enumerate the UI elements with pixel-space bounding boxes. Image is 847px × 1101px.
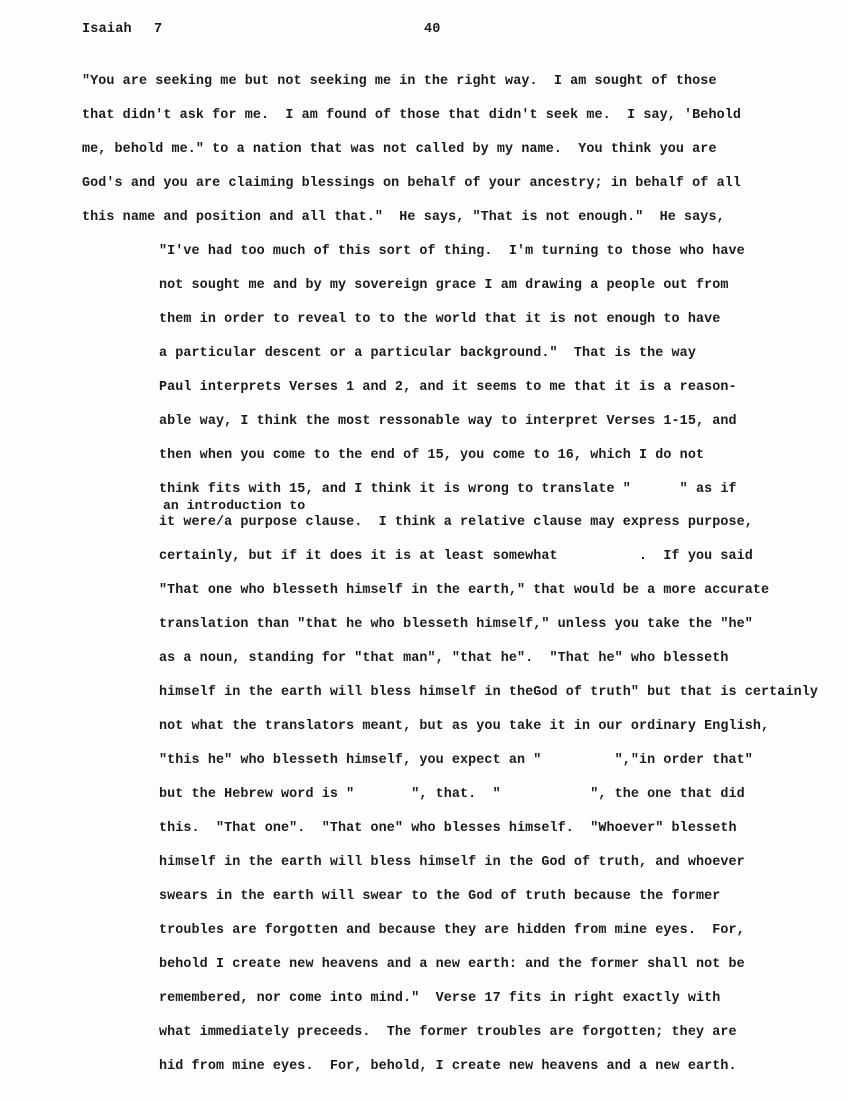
text-line: translation than "that he who blesseth himself," unless you take the "he" bbox=[159, 617, 753, 632]
page-number: 40 bbox=[424, 22, 441, 37]
text-line: remembered, nor come into mind." Verse 17 fits in right exactly with bbox=[159, 991, 721, 1006]
text-line: himself in the earth will bless himself in theGod of truth" but that is certainly bbox=[159, 685, 818, 700]
book-title: Isaiah bbox=[82, 22, 132, 37]
text-line: them in order to reveal to to the world that it is not enough to have bbox=[159, 312, 721, 327]
text-line: that didn't ask for me. I am found of those that didn't seek me. I say, 'Behold bbox=[82, 108, 741, 123]
interlinear-insertion: an introduction to bbox=[163, 498, 306, 513]
text-line: swears in the earth will swear to the God of truth because the former bbox=[159, 889, 721, 904]
text-line: what immediately preceeds. The former troubles are forgotten; they are bbox=[159, 1025, 737, 1040]
text-line: a particular descent or a particular background." That is the way bbox=[159, 346, 696, 361]
text-line: this name and position and all that." He says, "That is not enough." He says, bbox=[82, 210, 725, 225]
text-line: "I've had too much of this sort of thing. I'm turning to those who have bbox=[159, 244, 745, 259]
chapter-number: 7 bbox=[154, 22, 163, 37]
text-line: think fits with 15, and I think it is wrong to translate " " as if bbox=[159, 482, 737, 497]
text-line: behold I create new heavens and a new earth: and the former shall not be bbox=[159, 957, 745, 972]
text-line: me, behold me." to a nation that was not called by my name. You think you are bbox=[82, 142, 717, 157]
text-line: hid from mine eyes. For, behold, I create new heavens and a new earth. bbox=[159, 1059, 737, 1074]
text-line: troubles are forgotten and because they are hidden from mine eyes. For, bbox=[159, 923, 745, 938]
text-line: Paul interprets Verses 1 and 2, and it seems to me that it is a reason- bbox=[159, 380, 737, 395]
text-line: "this he" who blesseth himself, you expect an " ","in order that" bbox=[159, 753, 753, 768]
text-line: but the Hebrew word is " ", that. " ", the one that did bbox=[159, 787, 745, 802]
text-line: himself in the earth will bless himself in the God of truth, and whoever bbox=[159, 855, 745, 870]
text-line: as a noun, standing for "that man", "that he". "That he" who blesseth bbox=[159, 651, 729, 666]
text-line: God's and you are claiming blessings on behalf of your ancestry; in behalf of all bbox=[82, 176, 741, 191]
text-line: able way, I think the most ressonable way to interpret Verses 1-15, and bbox=[159, 414, 737, 429]
text-line: it were/a purpose clause. I think a relative clause may express purpose, bbox=[159, 515, 753, 530]
text-line: not what the translators meant, but as you take it in our ordinary English, bbox=[159, 719, 770, 734]
text-line: this. "That one". "That one" who blesses himself. "Whoever" blesseth bbox=[159, 821, 737, 836]
text-line: then when you come to the end of 15, you come to 16, which I do not bbox=[159, 448, 705, 463]
text-line: certainly, but if it does it is at least somewhat . If you said bbox=[159, 549, 753, 564]
text-line: "That one who blesseth himself in the earth," that would be a more accurate bbox=[159, 583, 770, 598]
text-line: "You are seeking me but not seeking me in the right way. I am sought of those bbox=[82, 74, 717, 89]
text-line: not sought me and by my sovereign grace I am drawing a people out from bbox=[159, 278, 729, 293]
